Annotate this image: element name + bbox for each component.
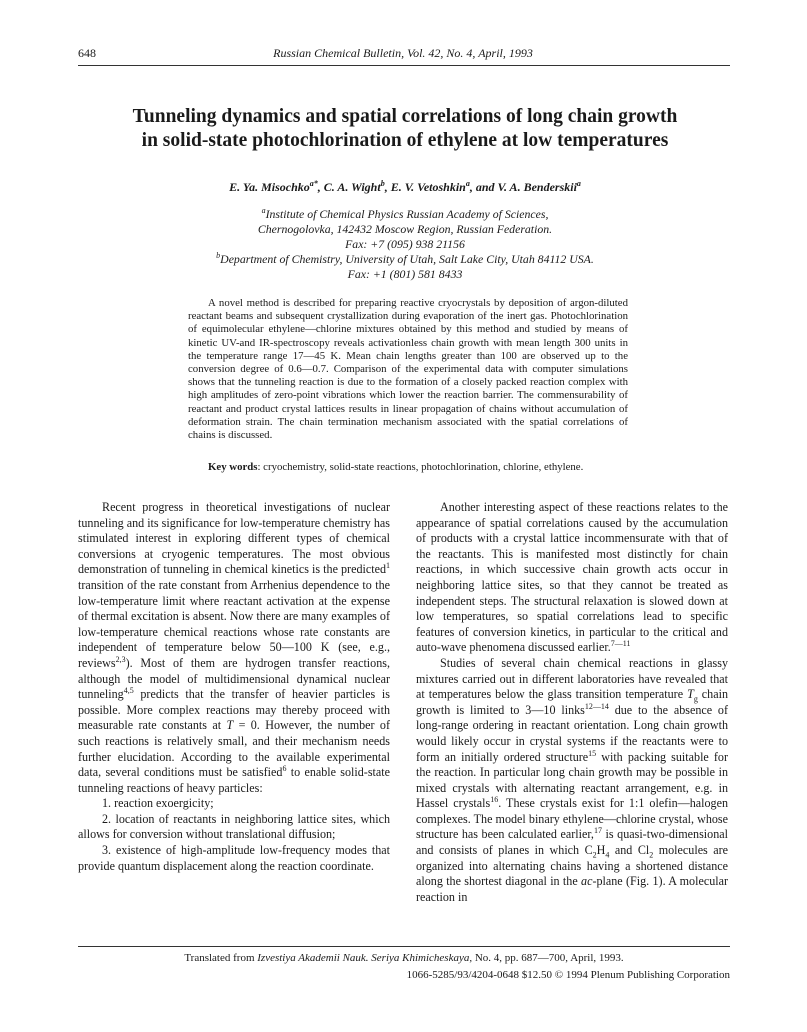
subscript: g <box>693 694 698 704</box>
citation: 12—14 <box>584 701 609 711</box>
text-run: -plane (Fig. 1). A molecular reaction in <box>416 874 728 904</box>
author-2: C. A. Wight <box>323 180 381 194</box>
text-run: predicts that the transfer of heavier particles is possible. More complex reactions may thereby proceed with measurable rate constants at <box>78 687 390 733</box>
text-run: No. 4, pp. 687—700, April, 1993. <box>472 952 624 964</box>
symbol-T: T <box>687 687 694 702</box>
text-run: molecules are organized into alternating chains having a shortened distance along the shortest diagonal in the <box>416 843 729 889</box>
source-journal: Izvestiya Akademii Nauk. Seriya Khimicheskaya, <box>257 952 473 964</box>
text-run: to enable solid-state tunneling reactions of heavy particles: <box>78 765 390 795</box>
text-run: . These crystals exist for 1:1 olefin—halogen complexes. The model binary ethylene—chlorine crystal, whose structure has been calculated earlier, <box>416 796 728 842</box>
text-run: and Cl <box>609 843 650 858</box>
page-number: 648 <box>78 46 96 60</box>
affiliation-b-fax: Fax: +1 (801) 581 8433 <box>347 267 463 281</box>
citation: 16 <box>490 795 499 805</box>
affiliation-b-mark: b <box>216 251 221 261</box>
intro-paragraph <box>78 500 390 796</box>
right-column <box>416 500 728 905</box>
text-run: Another interesting aspect of these reactions relates to the appearance of spatial correlations caused by the accumulation of products with a crystal lattice incommensurate with that of the reactants. This is manifested most distinctly for chain reactions, in which successive chain growth acts occur in neighboring lattice sites, so that they cannot be treated as independent steps. The structural relaxation is slowed down at low temperatures, so spatial correlations lead to specific features of conversion kinetics, in particular to the critical and auto-wave phenomena discussed earlier. <box>416 500 728 655</box>
citation: 1 <box>386 561 390 571</box>
subscript: 4 <box>605 850 610 860</box>
author-2-affil: b <box>380 179 385 188</box>
text-run: ). Most of them are hydrogen transfer reactions, although the model of multidimensional dynamical nuclear tunneling <box>78 655 390 702</box>
citation: 6 <box>282 764 287 774</box>
title-line-1: Tunneling dynamics and spatial correlations of long chain growth <box>132 106 678 127</box>
translation-note <box>78 952 730 964</box>
subscript: 2 <box>649 850 654 860</box>
author-1: E. Ya. Misochko <box>229 180 310 194</box>
affiliations <box>60 207 750 282</box>
title-line-2: in solid-state photochlorination of ethylene at low temperatures <box>141 130 669 151</box>
text-run: with packing suitable for the reaction. In particular long chain growth may be possible in mixed crystals with alternating reactant arrangement, e.g. in Hassel crystals <box>416 749 728 811</box>
condition-item-2: 2. location of reactants in neighboring lattice sites, which allows for conversion without translational diffusion; <box>78 811 390 842</box>
affiliation-a-fax: Fax: +7 (095) 938 21156 <box>345 237 465 251</box>
footer-rule <box>78 946 730 947</box>
author-4-affil: a <box>576 179 581 188</box>
text-run: H <box>596 843 606 858</box>
affiliation-b-text: Department of Chemistry, University of Utah, Salt Lake City, Utah 84112 USA. <box>220 252 594 266</box>
running-header <box>78 46 728 66</box>
symbol-ac: ac <box>581 874 593 889</box>
paper-title <box>60 105 750 153</box>
subscript: 2 <box>592 850 597 860</box>
symbol-T: T <box>226 718 234 733</box>
keywords-text: : cryochemistry, solid-state reactions, photochlorination, chlorine, ethylene. <box>257 461 584 473</box>
keywords-label: Key words <box>208 461 258 473</box>
copyright-line: 1066-5285/93/4204-0648 $12.50 © 1994 Plenum Publishing Corporation <box>406 969 730 981</box>
affiliation-a-line-1 <box>60 207 750 222</box>
text-run: Recent progress in theoretical investigations of nuclear tunneling and its significance for low-temperature chemistry has stimulated interest in exploring different types of chemical conversions at cryogenic temperatures. The most obvious demonstration of tunneling in chemical kinetics is the predicted <box>78 500 390 577</box>
condition-item-3: 3. existence of high-amplitude low-frequency modes that provide quantum displacement along the reaction coordinate. <box>78 843 390 873</box>
text-run: due to the absence of long-range ordering in reactant orientation. Long chain growth would likely occur in crystal systems if the reactants were to form an initially ordered structure <box>416 702 729 764</box>
left-column <box>78 500 390 874</box>
text-run: transition of the rate constant from Arrhenius dependence to the low-temperature limit where reactant activation at the expense of thermal excitation is absent. Now there are many examples of low-temperature chemical reactions whose rate constants are independent of temperature below 50—100 K (see, e.g., reviews <box>78 577 390 670</box>
citation: 17 <box>593 826 602 836</box>
text-run: = 0. However, the number of such reactions is relatively small, and their mechanism needs further elucidation. According to the available experimental data, several conditions must be satisfied <box>78 718 391 780</box>
author-list: E. Ya. Misochko$^{a*}$, C. A. Wight$^b$, E. V. Vetoshkin$^a$, and V. A. Benderskii$^a$ <box>229 179 581 194</box>
author-and: and <box>475 180 495 194</box>
text-run: chain growth is limited to 3—10 links <box>416 687 728 717</box>
author-4: V. A. Benderskii <box>497 180 577 194</box>
affiliation-b-line-1 <box>60 252 750 267</box>
journal-citation: Russian Chemical Bulletin, Vol. 42, No. 4, April, 1993 <box>273 46 533 60</box>
keywords <box>188 461 648 474</box>
author-3-affil: a <box>465 179 470 188</box>
affiliation-a-text: Institute of Chemical Physics Russian Academy of Sciences, <box>265 207 549 221</box>
condition-item-1: 1. reaction exoergicity; <box>102 796 214 811</box>
author-3: E. V. Vetoshkin <box>390 180 466 194</box>
author-1-affil: a* <box>309 179 318 188</box>
citation: 2,3 <box>115 654 126 664</box>
text-run: is quasi-two-dimensional and consists of planes in which C <box>416 827 728 858</box>
header-rule <box>78 65 730 66</box>
text-run: Studies of several chain chemical reactions in glassy mixtures carried out in different laboratories have revealed that at temperatures below the glass transition temperature <box>416 655 728 702</box>
citation: 7—11 <box>610 639 631 649</box>
affiliation-a-mark: a <box>261 206 266 216</box>
citation: 4,5 <box>123 686 134 696</box>
citation: 15 <box>588 748 597 758</box>
text-run: Translated from <box>184 952 258 964</box>
abstract: A novel method is described for preparing reactive cryocrystals by deposition of argon-diluted reactant beams and subsequent crystallization during evaporation of the inert gas. Photochlorination of equimolecular ethylene—chlorine mixtures obtained by this method and studied by means of kinetic UV-and IR-spectroscopy reveals activationless chain growth with mean length 300 units in the temperature range 17—45 K. Mean chain lengths greater than 100 are observed up to the conversion degree of 0.6—0.7. Comparison of the experimental data with computer simulations shows that the tunneling reaction is due to the formation of a closely packed reaction complex with high amplitudes of zero-point vibrations which lower the reaction barrier. The commensurability of reactant and product crystal lattices results in linear propagation of chains without accumulation of deformation strain. The chain termination mechanism associated with the spatial correlations of chains is discussed. <box>188 297 628 442</box>
paragraph-chain-reactions <box>416 656 728 906</box>
paragraph-spatial-correlations <box>416 500 728 656</box>
affiliation-a-line-2: Chernogolovka, 142432 Moscow Region, Russian Federation. <box>257 222 553 236</box>
